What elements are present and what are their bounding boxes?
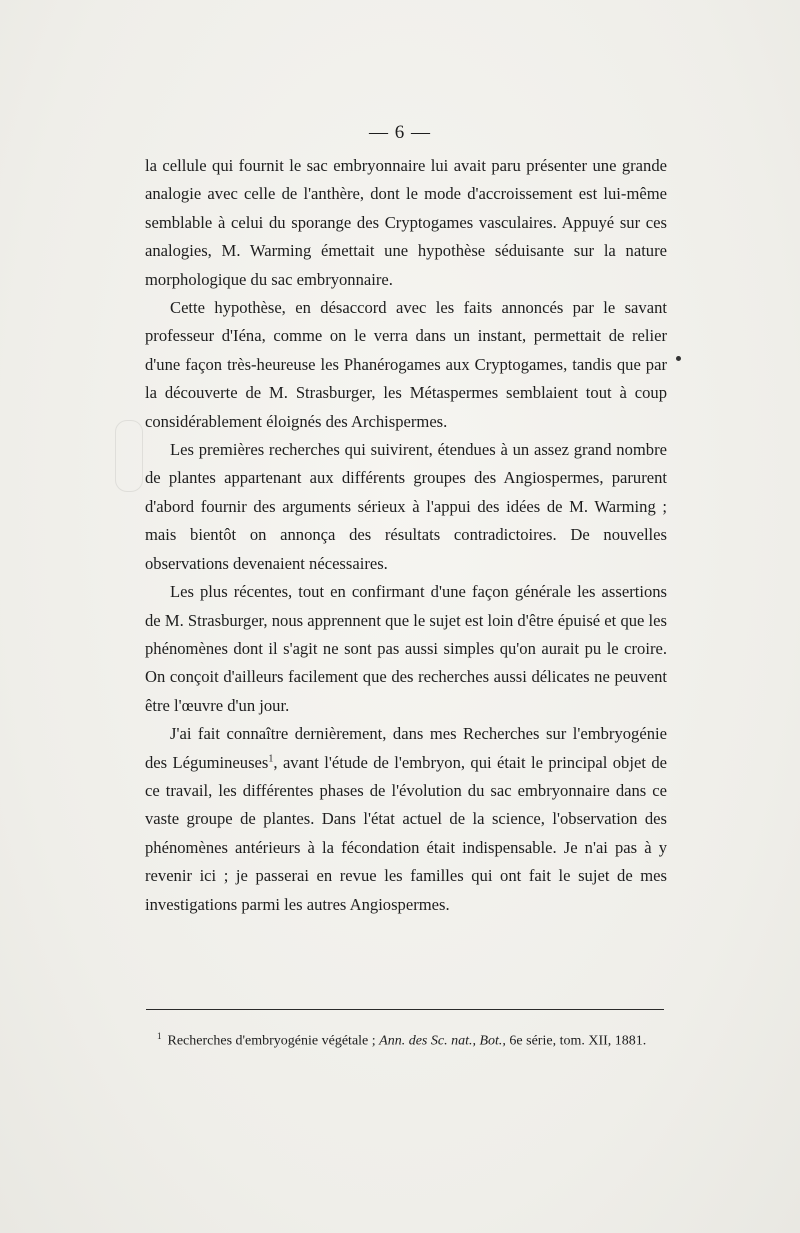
body-text: [145, 152, 667, 919]
paragraph-2: Cette hypothèse, en désaccord avec les faits annoncés par le savant professeur d'Iéna, comme on le verra dans un instant, permettait de relier d'une façon très-heureuse les Phanérogames aux Cryptogames, tandis que par la découverte de M. Strasburger, les Métaspermes semblaient tout à coup considérablement éloignés des Archispermes.: [145, 298, 667, 431]
paragraph-1: la cellule qui fournit le sac embryonnaire lui avait paru présenter une grande analogie avec celle de l'anthère, dont le mode d'accroissement est lui-même semblable à celui du sporange des Cryptogames vasculaires. Appuyé sur ces analogies, M. Warming émettait une hypothèse séduisante sur la nature morphologique du sac embryonnaire.: [145, 156, 667, 289]
footnote-text-before: Recherches d'embryogénie végétale ;: [167, 1033, 376, 1049]
footnote: [145, 1024, 667, 1054]
paragraph-3: Les premières recherches qui suivirent, étendues à un assez grand nombre de plantes appartenant aux différents groupes des Angiospermes, parurent d'abord fournir des arguments sérieux à l'appui des idées de M. Warming ; mais bientôt on annonça des résultats contradictoires. De nouvelles observations devenaient nécessaires.: [145, 440, 667, 573]
footnote-divider: [146, 1009, 664, 1010]
footnote-reference: 1: [268, 753, 274, 764]
paragraph-5-start: J'ai fait connaître dernièrement, dans mes Recherches sur l'embryogénie des Légumineuses: [145, 724, 667, 772]
footnote-journal: Ann. des Sc. nat., Bot.,: [379, 1033, 506, 1049]
paragraph-5-end: , avant l'étude de l'embryon, qui était le principal objet de ce travail, les différentes phases de l'évolution du sac embryonnaire dans ce vaste groupe de plantes. Dans l'état actuel de la science, l'observation des phénomènes antérieurs à la fécondation était indispensable. Je n'ai pas à y revenir ici ; je passerai en revue les familles qui ont fait le sujet de mes investigations parmi les autres Angiospermes.: [145, 752, 668, 914]
margin-ink-dot: [676, 356, 681, 361]
page-number: — 6 —: [369, 122, 431, 143]
footnote-text-after: 6e série, tom. XII, 1881.: [509, 1033, 647, 1049]
paragraph-5: [145, 720, 667, 919]
footnote-marker: 1: [157, 1031, 162, 1041]
faint-library-stamp: [115, 420, 143, 492]
paragraph-4: Les plus récentes, tout en confirmant d'une façon générale les assertions de M. Strasburger, nous apprennent que le sujet est loin d'être épuisé et que les phénomènes dont il s'agit ne sont pas aussi simples qu'on aurait pu le croire. On conçoit d'ailleurs facilement que des recherches aussi délicates ne peuvent être l'œuvre d'un jour.: [145, 582, 667, 715]
